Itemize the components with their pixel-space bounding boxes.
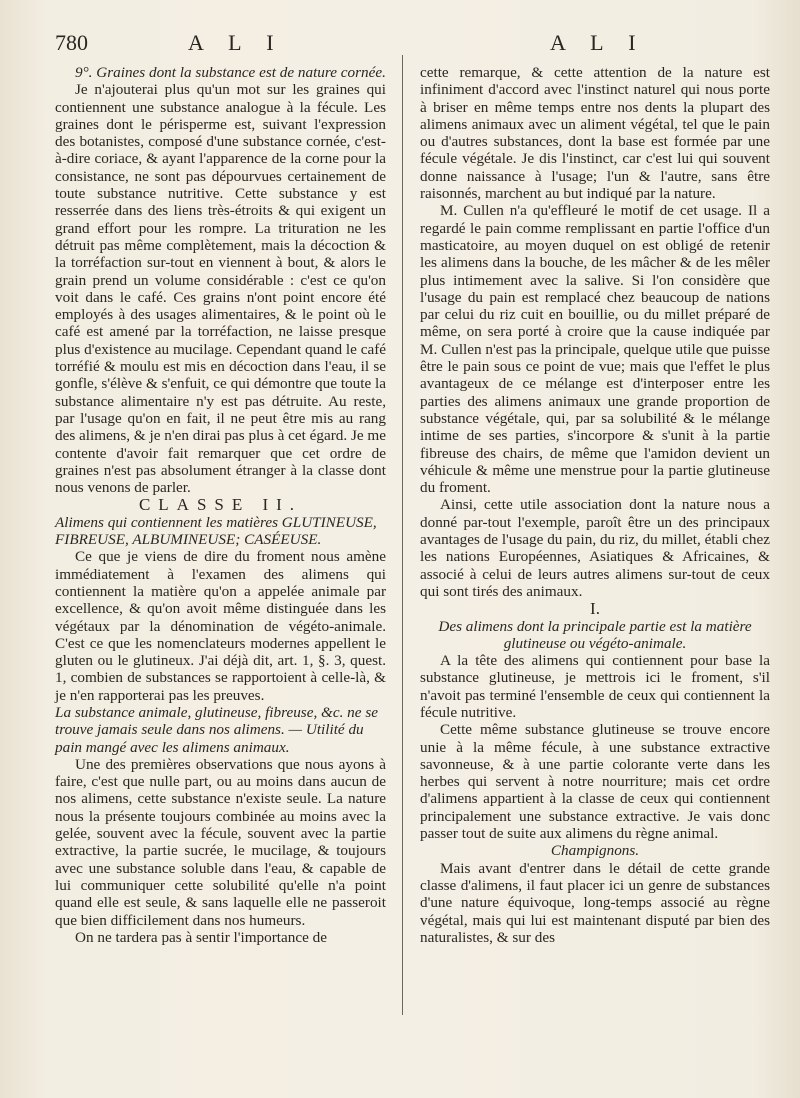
running-head-right: A L I (550, 30, 646, 55)
paragraph: Une des premières observations que nous ayons à faire, c'est que nulle part, ou au moins dans aucun de nos alimens, cette substance n'existe seule. La nature nous la présente toujours combinée au moins avec la gelée, souvent avec la fécule, souvent avec la partie extractive, la partie sucrée, le mucilage, & toujours avec une substance soluble dans l'eau, & capable de lui communiquer cette solubilité qu'elle n'a point quand elle est seule, & sans laquelle elle ne passeroit que bien difficilement dans nos humeurs. (55, 755, 386, 929)
paragraph: M. Cullen n'a qu'effleuré le motif de cet usage. Il a regardé le pain comme remplissant en partie l'office d'un masticatoire, au moyen duquel on est obligé de retenir les alimens dans la bouche, de les mâcher & de les mêler plus intimement avec la salive. Si l'on considère que l'usage du pain est remplacé chez beaucoup de nations par celui du riz cuit en bouillie, ou du millet préparé de même, on sera porté à croire que la cause indiquée par M. Cullen n'est pas la principale, quelque utile que puisse être le pain sous ce point de vue; mais que l'effet le plus avantageux de ce mélange est d'interposer entre les parties des alimens animaux une grande proportion de substance végétale, qui, par sa solubilité & le mélange intime de ses parties, s'incorpore & s'unit à la partie fibreuse des chairs, de même que l'amidon devient un véhicule & même une menstrue pour la partie glutineuse du froment. (420, 202, 770, 497)
paragraph: Ainsi, cette utile association dont la nature nous a donné par-tout l'exemple, paroît être un des principaux avantages de l'usage du pain, du riz, du millet, établi chez les nations Européennes, Asiatiques & Africaines, & associé à celui de leurs autres alimens sur-tout de ceux qui sont tirés des animaux. (420, 496, 770, 600)
paragraph: Ce que je viens de dire du froment nous amène immédiatement à l'examen des alimens qui contiennent la matière qu'on a appelée animale par excellence, & qu'on avoit même distinguée dans les végétaux par la dénomination de végéto-animale. C'est ce que les nomenclateurs modernes appellent le gluten ou le glutineux. J'ai déjà dit, art. 1, §. 3, quest. 1, combien de substances se rapportoient à celle-là, & je n'en rapporterai pas les preuves. (55, 548, 386, 704)
paragraph: On ne tardera pas à sentir l'importance de (75, 928, 327, 946)
paragraph: A la tête des alimens qui contiennent pour base la substance glutineuse, je mettrois ici le froment, s'il n'avoit pas terminé l'ensemble de ceux qui contiennent la fécule nutritive. (420, 652, 770, 721)
running-head-left: A L I (188, 30, 284, 55)
paragraph: cette remarque, & cette attention de la nature est infiniment d'accord avec l'instinct naturel qui nous porte à briser en même temps entre nos dents la plupart des alimens animaux avec un aliment végétal, tel que le pain ou d'autres substances, dont la base est formée par une fécule végétale. Je dis l'instinct, car c'est lui qui souvent donne naissance à l'usage; l'un & l'autre, sans être raisonnés, marchent au but indiqué par la nature. (420, 64, 770, 203)
section-heading-glutineuse: Des alimens dont la principale partie est la matière glutineuse ou végéto-animale. (438, 617, 752, 652)
subsection-heading: La substance animale, glutineuse, fibreuse, &c. ne se trouve jamais seule dans nos alimens. — Utilité du pain mangé avec les alimens animaux. (55, 703, 378, 756)
section-number: I. (590, 599, 600, 619)
column-divider (402, 55, 403, 1015)
section-heading-graines: 9°. Graines dont la substance est de nature cornée. (75, 64, 386, 81)
paragraph: Mais avant d'entrer dans le détail de cette grande classe d'alimens, il faut placer ici un genre de substances d'une nature équivoque, long-temps associé au règne végétal, mais qui lui est maintenant disputé par bien des naturalistes, & sur des (420, 859, 770, 946)
paragraph: Je n'ajouterai plus qu'un mot sur les graines qui contiennent une substance analogue à la fécule. Les graines dont le périsperme est, suivant l'expression des botanistes, composé d'une substance cornée, c'est-à-dire coriace, & ayant l'apparence de la corne pour la consistance, ne sont pas dépourvues certainement de toute substance nutritive. Cette substance y est resserrée dans des liens très-étroits & qui exigent un grand effort pour les rompre. La trituration ne les détruit pas même complètement, mais la décoction & la torréfaction sur-tout en viennent à bout, & alors le grain prend un volume considérable : c'est ce qu'on voit dans le café. Ces grains n'ont point encore été employés à des usages alimentaires, & le point où le café est amené par la torréfaction, ne laisse presque plus d'existence au mucilage. Cependant quand le café torréfié & moulu est mis en décoction dans l'eau, il se gonfle, s'élève & s'enfuit, ce qui démontre que toute la substance alimentaire n'y est pas détruite. Au reste, par l'usage qu'on en fait, il ne peut être mis au rang des alimens, & je n'en dirai pas plus à cet égard. Je me contente d'avoir fait remarquer que cet ordre de graines n'est pas absolument étranger à la classe dont nous venons de parler. (55, 81, 386, 497)
left-column (55, 64, 386, 946)
classe-title: CLASSE II. (138, 495, 303, 515)
champignons-heading: Champignons. (550, 842, 640, 860)
paragraph: Cette même substance glutineuse se trouve encore unie à la même fécule, à une substance extractive savonneuse, & à une partie colorante verte dans les herbes qui servent à notre nourriture; mais cet ordre d'alimens appartient à la classe de ceux qui contiennent principalement une substance extractive. Je vais donc passer tout de suite aux alimens du règne animal. (420, 721, 770, 843)
classe-subtitle: Alimens qui contiennent les matières GLUTINEUSE, FIBREUSE, ALBUMINEUSE; CASÉEUSE. (55, 513, 377, 549)
right-column (420, 64, 770, 946)
page-number: 780 (55, 30, 88, 55)
